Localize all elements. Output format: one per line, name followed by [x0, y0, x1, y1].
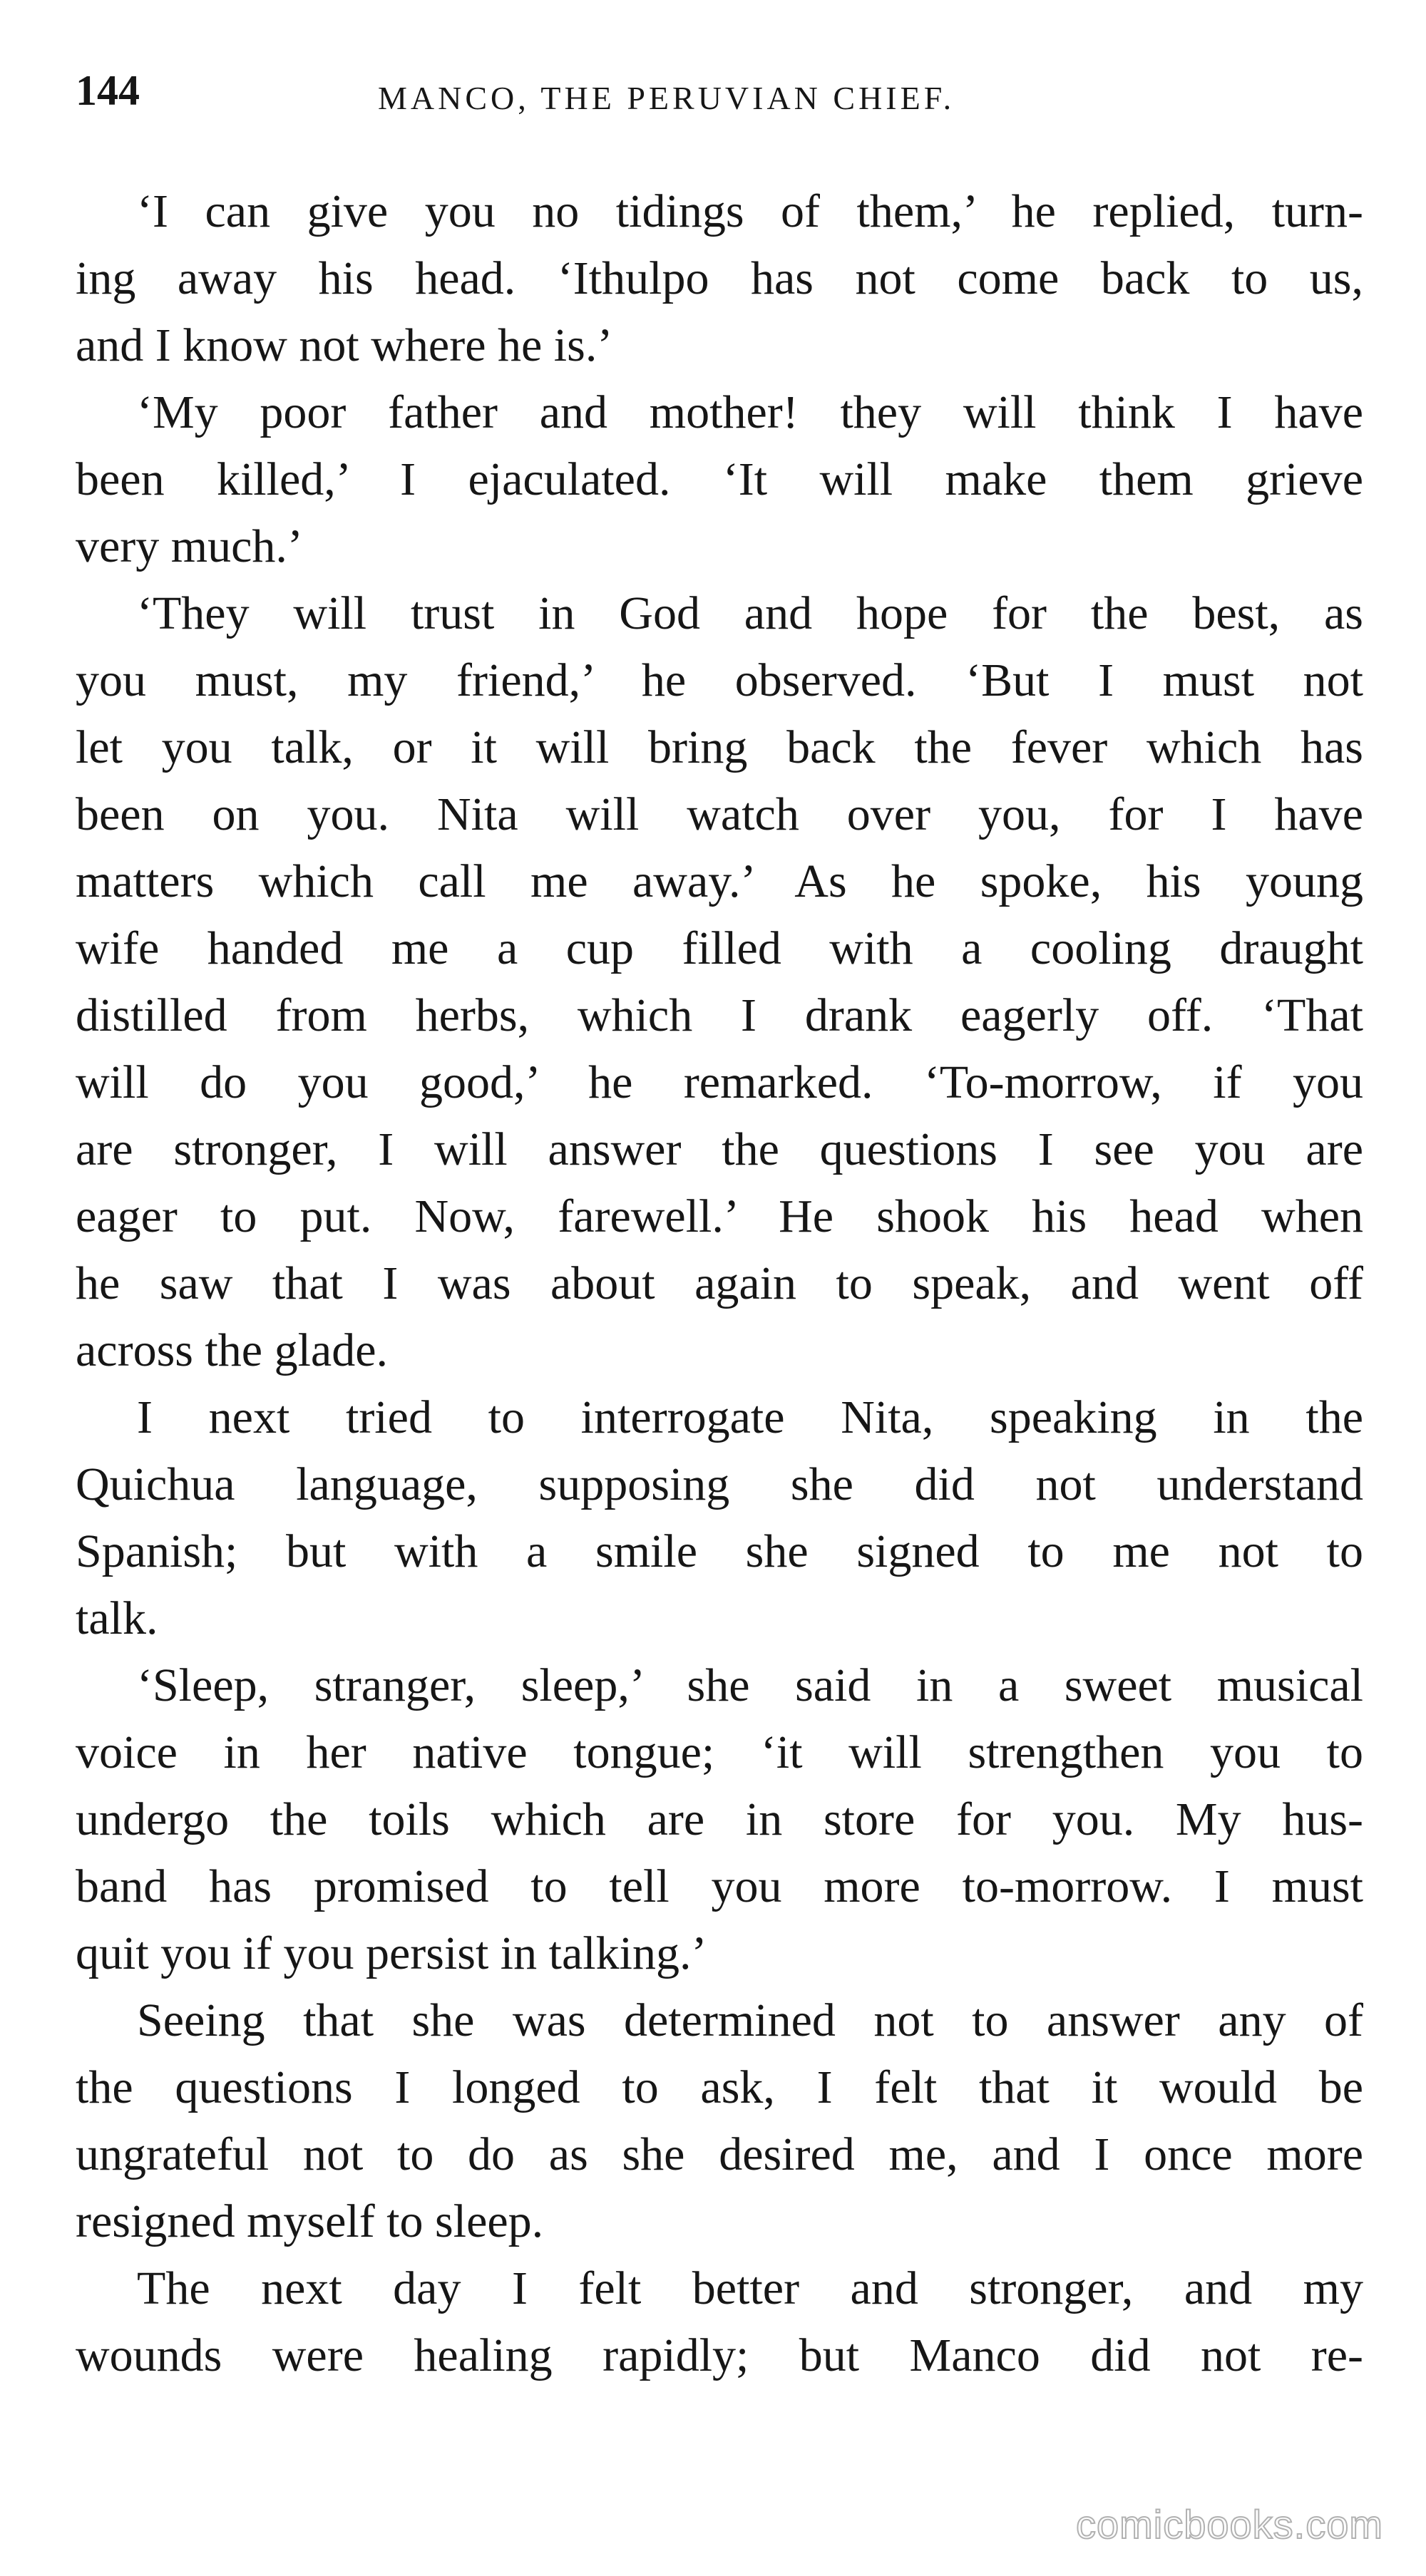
text-line: will do you good,’ he remarked. ‘To-morrow, if you	[76, 1056, 1363, 1108]
text-line: undergo the toils which are in store for you. My hus-	[76, 1793, 1363, 1845]
text-line: wounds were healing rapidly; but Manco did not re-	[76, 2329, 1363, 2381]
text-line: quit you if you persist in talking.’	[76, 1927, 707, 1979]
text-line: across the glade.	[76, 1324, 388, 1376]
text-line: ‘Sleep, stranger, sleep,’ she said in a sweet musical	[137, 1659, 1363, 1711]
text-line: resigned myself to sleep.	[76, 2195, 544, 2247]
text-line: very much.’	[76, 520, 303, 572]
page-number: 144	[76, 67, 140, 114]
text-line: ‘My poor father and mother! they will think I have	[137, 386, 1363, 438]
text-line: are stronger, I will answer the questions I see you are	[76, 1123, 1363, 1175]
body-text	[76, 178, 1363, 2389]
text-line: band has promised to tell you more to-morrow. I must	[76, 1860, 1363, 1912]
text-line: ‘They will trust in God and hope for the best, as	[137, 587, 1363, 639]
text-line: been on you. Nita will watch over you, for I have	[76, 788, 1363, 840]
text-line: and I know not where he is.’	[76, 319, 613, 371]
text-line: let you talk, or it will bring back the fever which has	[76, 721, 1363, 773]
running-title: MANCO, THE PERUVIAN CHIEF.	[378, 80, 955, 116]
text-line: distilled from herbs, which I drank eagerly off. ‘That	[76, 989, 1363, 1041]
text-line: eager to put. Now, farewell.’ He shook his head when	[76, 1190, 1363, 1242]
watermark: comicbooks.com	[1075, 2502, 1383, 2547]
text-line: wife handed me a cup filled with a cooling draught	[76, 922, 1363, 974]
text-line: voice in her native tongue; ‘it will strengthen you to	[76, 1726, 1363, 1778]
text-line: talk.	[76, 1592, 158, 1644]
text-line: Spanish; but with a smile she signed to me not to	[76, 1525, 1363, 1577]
text-line: Quichua language, supposing she did not understand	[76, 1458, 1363, 1510]
text-line: matters which call me away.’ As he spoke, his young	[76, 855, 1363, 907]
text-line: ‘I can give you no tidings of them,’ he replied, turn-	[137, 185, 1363, 237]
text-line: been killed,’ I ejaculated. ‘It will make them grieve	[76, 453, 1363, 505]
text-line: ing away his head. ‘Ithulpo has not come back to us,	[76, 252, 1363, 304]
text-line: the questions I longed to ask, I felt that it would be	[76, 2061, 1363, 2113]
text-line: you must, my friend,’ he observed. ‘But I must not	[76, 654, 1363, 706]
text-line: he saw that I was about again to speak, and went off	[76, 1257, 1363, 1309]
text-line: Seeing that she was determined not to answer any of	[137, 1994, 1363, 2046]
text-line: The next day I felt better and stronger, and my	[137, 2262, 1363, 2314]
text-line: ungrateful not to do as she desired me, and I once more	[76, 2128, 1363, 2180]
text-line: I next tried to interrogate Nita, speaking in the	[137, 1391, 1363, 1443]
